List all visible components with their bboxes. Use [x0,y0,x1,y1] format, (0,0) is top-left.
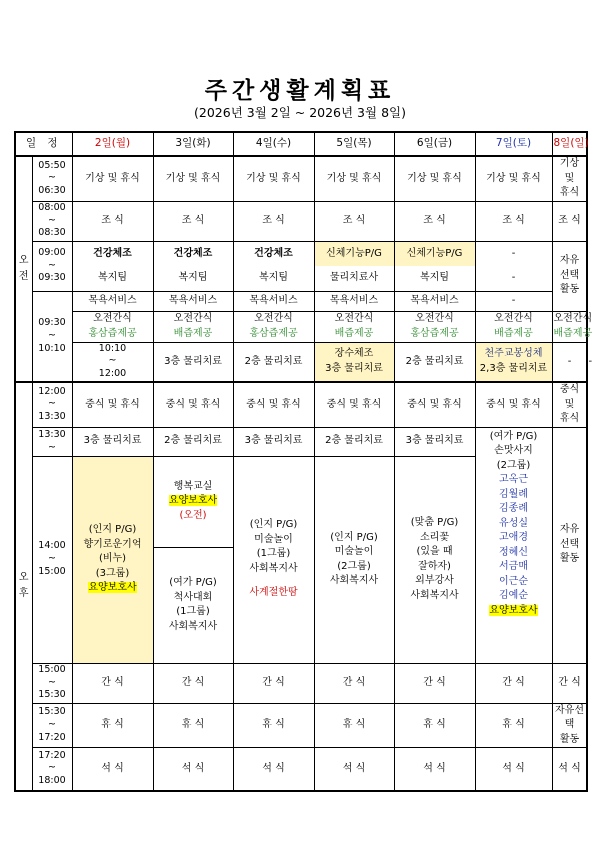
time-0900: 09:00 ~ 09:30 [32,241,72,291]
weekly-schedule-table [14,131,593,792]
cell-bath: 목욕서비스 [72,291,153,311]
cell-sun-free: 자유 선택 활동 [552,241,587,311]
cell-therapy-pm: 2층 물리치료 [153,427,233,456]
row-wake [15,156,587,201]
cell-tue-program: 행복교실 요양보호사 (오전) (여가 P/G) 척사대회 (1그룹) 사회복지사 [153,456,233,663]
section-pm: 오 후 [15,382,32,791]
cell-dinner: 석 식 [314,748,394,791]
cell-lunch: 중식 및 휴식 [475,382,552,427]
cell-breakfast: 조 식 [394,201,475,241]
cell-exercise: 건강체조 [233,241,314,266]
cell-wake: 기상 및 휴식 [153,156,233,201]
cell-lunch: 중식 및 휴식 [72,382,153,427]
cell-breakfast: 조 식 [314,201,394,241]
cell-snack-am: 오전간식 홍삼즙제공 [233,311,314,342]
cell-wake: 기상 및 휴식 [552,156,587,201]
cell-welfare: 복지팀 [72,266,153,291]
day-header-thu: 5일(목) [314,132,394,156]
cell-bath: 목욕서비스 [233,291,314,311]
cell-dinner: 석 식 [153,748,233,791]
row-bath-snack [15,291,587,311]
row-rest [15,703,587,748]
cell-snack-pm: 간 식 [394,663,475,703]
time-0550: 05:50 ~ 06:30 [32,156,72,201]
cell-exercise: 건강체조 [72,241,153,266]
day-header-mon: 2일(월) [72,132,153,156]
day-header-sat: 7일(토) [475,132,552,156]
cell-wed-program: (인지 P/G) 미술놀이 (1그룹) 사회복지사 사계절한땀 [233,456,314,663]
cell-therapy-pm: 2층 물리치료 [314,427,394,456]
cell-lunch: 중식 및 휴식 [153,382,233,427]
cell-wake: 기상 및 휴식 [72,156,153,201]
cell-snack-pm: 간 식 [72,663,153,703]
cell-therapy-am: 2층 물리치료 [394,342,475,382]
cell-lunch: 중식 및 휴식 [552,382,587,427]
cell-bath: - [475,291,552,311]
cell-snack-am: 오전간식 홍삼즙제공 [394,311,475,342]
cell-rest: 휴 식 [72,703,153,748]
cell-breakfast: 조 식 [552,201,587,241]
row-exercise [15,241,587,266]
cell-dinner: 석 식 [72,748,153,791]
page-title: 주간생활계획표 [204,78,396,104]
cell-therapy-pm: 3층 물리치료 [233,427,314,456]
time-1500: 15:00 ~ 15:30 [32,663,72,703]
time-0930: 09:30 ~ 10:10 [32,291,72,382]
cell-snack-am: 오전간식 배즙제공 [314,311,394,342]
cell-snack-pm: 간 식 [314,663,394,703]
cell-exercise: 신체기능P/G [314,241,394,266]
cell-snack-pm: 간 식 [153,663,233,703]
cell-therapy-am: 3층 물리치료 [153,342,233,382]
cell-exercise: 신체기능P/G [394,241,475,266]
cell-sat-program: (여가 P/G) 손맛사지 (2그룹) 고옥근 김월례 김종례 유성실 고애경 정혜신 서금매 이근순 김예순 요양보호사 [475,427,552,663]
cell-lunch: 중식 및 휴식 [394,382,475,427]
cell-snack-pm: 간 식 [552,663,587,703]
cell-snack-am: 오전간식 배즙제공 [552,311,587,342]
cell-welfare: 물리치료사 [314,266,394,291]
row-dinner [15,748,587,791]
row-snack-am [15,311,587,342]
cell-welfare: - [475,266,552,291]
cell-bath: 목욕서비스 [153,291,233,311]
time-1400: 14:00 ~ 15:00 [32,456,72,663]
cell-welfare: 복지팀 [394,266,475,291]
cell-wake: 기상 및 휴식 [475,156,552,201]
cell-exercise: 건강체조 [153,241,233,266]
cell-dinner: 석 식 [475,748,552,791]
cell-sun-program: 자유 선택 활동 [552,427,587,663]
cell-snack-am: 오전간식 홍삼즙제공 [72,311,153,342]
row-breakfast [15,201,587,241]
row-welfare [15,266,587,291]
cell-dinner: 석 식 [394,748,475,791]
cell-welfare: 복지팀 [233,266,314,291]
cell-rest: 휴 식 [314,703,394,748]
cell-rest: 휴 식 [153,703,233,748]
cell-mon-program: (인지 P/G) 향기로운기억 (비누) (3그룹) 요양보호사 [72,456,153,663]
cell-snack-am: 오전간식 배즙제공 [475,311,552,342]
cell-rest: 휴 식 [233,703,314,748]
row-lunch [15,382,587,427]
cell-rest: 휴 식 [394,703,475,748]
cell-exercise: - [475,241,552,266]
cell-therapy-am: - [552,342,587,382]
cell-breakfast: 조 식 [153,201,233,241]
cell-wake: 기상 및 휴식 [394,156,475,201]
section-am: 오 전 [15,156,32,382]
cell-snack-pm: 간 식 [233,663,314,703]
cell-wake: 기상 및 휴식 [233,156,314,201]
cell-bath: 목욕서비스 [314,291,394,311]
day-header-sun: 8일(일) [552,132,587,156]
cell-rest: 휴 식 [475,703,552,748]
cell-rest: 자유선택 활동 [552,703,587,748]
cell-breakfast: 조 식 [233,201,314,241]
cell-lunch: 중식 및 휴식 [314,382,394,427]
row-therapy-pm [15,427,587,456]
day-header-tue: 3일(화) [153,132,233,156]
time-1720: 17:20 ~ 18:00 [32,748,72,791]
cell-therapy-am: 천주교봉성체 2,3층 물리치료 [475,342,552,382]
header-row [15,132,587,156]
cell-fri-program: (맞춤 P/G) 소리꽃 (있을 때 잘하자) 외부강사 사회복지사 [394,456,475,663]
day-header-fri: 6일(금) [394,132,475,156]
time-0800: 08:00 ~ 08:30 [32,201,72,241]
row-snack-pm [15,663,587,703]
cell-snack-am: 오전간식 배즙제공 [153,311,233,342]
date-range: (2026년 3월 2일 ~ 2026년 3월 8일) [194,105,406,120]
cell-breakfast: 조 식 [475,201,552,241]
cell-lunch: 중식 및 휴식 [233,382,314,427]
cell-dinner: 석 식 [233,748,314,791]
row-therapy-am: 10:10 ~ 12:00 3층 물리치료 2층 물리치료 장수체조 3층 물리치료 2층 물리치료 천주교봉성체 2,3층 물리치료 - - [15,342,587,382]
time-1330: 13:30 ~ [32,427,72,456]
cell-wake: 기상 및 휴식 [314,156,394,201]
time-1010: 10:10 ~ 12:00 [72,342,153,382]
schedule-header: 일 정 [15,132,72,156]
sat-staff-badge: 요양보호사 [489,604,538,616]
cell-therapy-pm: 3층 물리치료 [394,427,475,456]
time-1530: 15:30 ~ 17:20 [32,703,72,748]
day-header-wed: 4일(수) [233,132,314,156]
cell-breakfast: 조 식 [72,201,153,241]
cell-therapy-am: 2층 물리치료 [233,342,314,382]
time-1200: 12:00 ~ 13:30 [32,382,72,427]
cell-therapy-am: 장수체조 3층 물리치료 [314,342,394,382]
cell-snack-pm: 간 식 [475,663,552,703]
cell-thu-program: (인지 P/G) 미술놀이 (2그룹) 사회복지사 [314,456,394,663]
cell-welfare: 복지팀 [153,266,233,291]
cell-therapy-pm: 3층 물리치료 [72,427,153,456]
cell-bath: 목욕서비스 [394,291,475,311]
cell-dinner: 석 식 [552,748,587,791]
